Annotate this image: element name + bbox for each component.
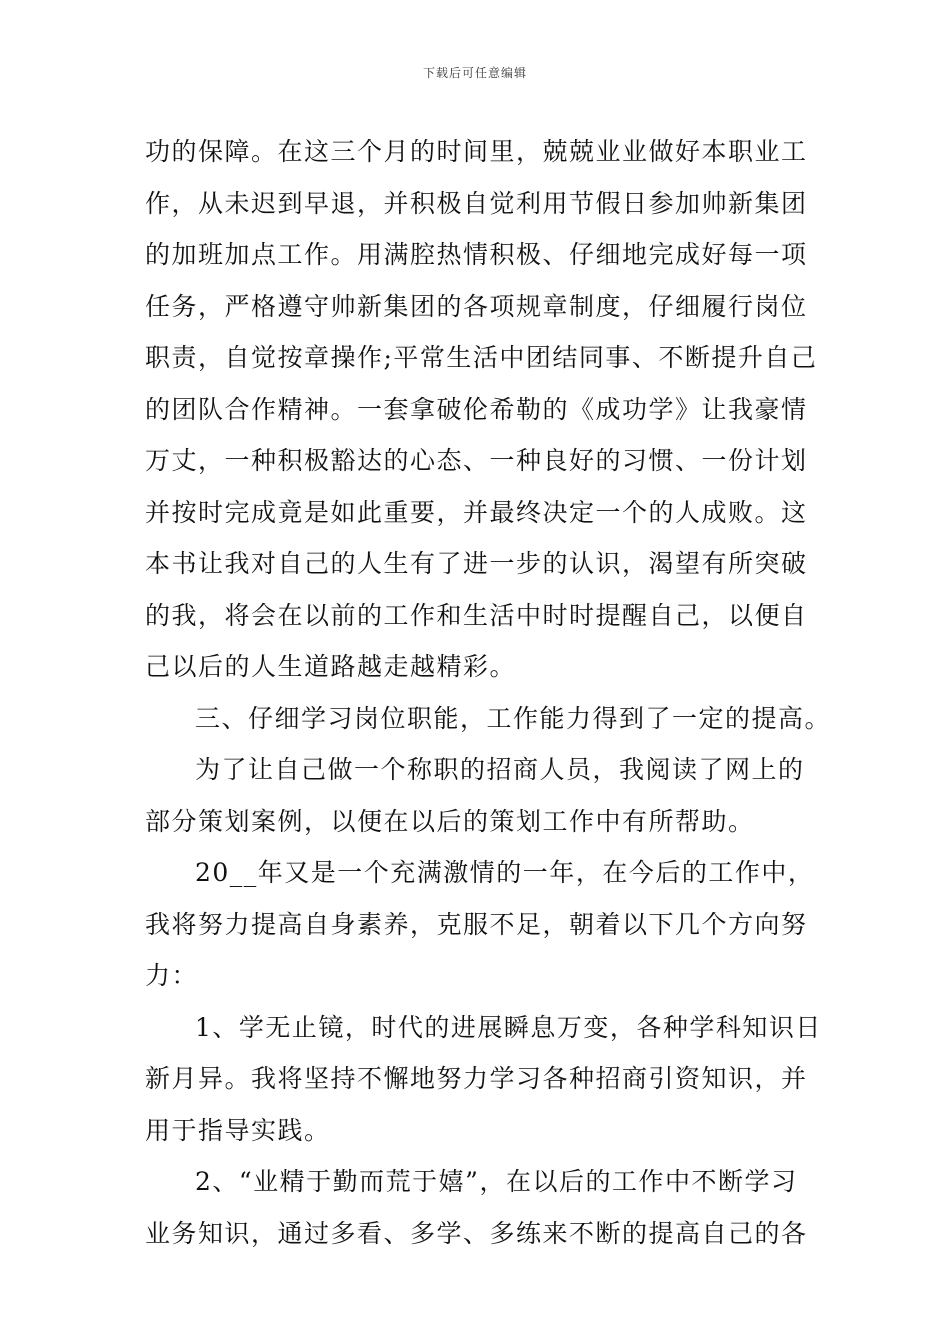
paragraph-start-line: 为了让自己做一个称职的招商人员，我阅读了网上的 xyxy=(195,755,805,784)
text-line: 并按时完成竟是如此重要，并最终决定一个的人成败。这 xyxy=(145,497,808,527)
text-line: 己以后的人生道路越走越精彩。 xyxy=(145,652,517,681)
text-line: 职责，自觉按章操作;平常生活中团结同事、不断提升自己 xyxy=(145,343,818,372)
text-line: 力： xyxy=(145,961,199,990)
page-header-note: 下载后可任意编辑 xyxy=(422,66,527,80)
text-line: 新月异。我将坚持不懈地努力学习各种招商引资知识，并 xyxy=(145,1064,808,1093)
text-line: 作，从未迟到早退，并积极自觉利用节假日参加帅新集团 xyxy=(145,188,808,218)
text-line: 的我，将会在以前的工作和生活中时时提醒自己，以便自 xyxy=(145,600,808,630)
list-item-line: 1、学无止镜，时代的进展瞬息万变，各种学科知识日 xyxy=(195,1012,822,1042)
paragraph-start-line: 20__年又是一个充满激情的一年，在今后的工作中， xyxy=(195,858,815,887)
text-line: 的加班加点工作。用满腔热情积极、仔细地完成好每一项 xyxy=(145,240,808,269)
section-heading-line: 三、仔细学习岗位职能，工作能力得到了一定的提高。 xyxy=(195,703,832,733)
document-body xyxy=(145,126,832,1259)
text-line: 业务知识，通过多看、多学、多练来不断的提高自己的各 xyxy=(145,1218,808,1248)
text-line: 任务，严格遵守帅新集团的各项规章制度，仔细履行岗位 xyxy=(145,291,808,321)
text-line: 部分策划案例，以便在以后的策划工作中有所帮助。 xyxy=(145,806,755,836)
text-line: 本书让我对自己的人生有了进一步的认识，渴望有所突破 xyxy=(145,549,808,578)
list-item-line: 2、“业精于勤而荒于嬉”，在以后的工作中不断学习 xyxy=(195,1167,798,1196)
text-line: 万丈，一种积极豁达的心态、一种良好的习惯、一份计划 xyxy=(145,446,808,475)
text-line: 的团队合作精神。一套拿破伦希勒的《成功学》让我豪情 xyxy=(145,394,808,424)
text-line: 我将努力提高自身素养，克服不足，朝着以下几个方向努 xyxy=(145,909,808,939)
text-line: 功的保障。在这三个月的时间里，兢兢业业做好本职业工 xyxy=(145,137,808,166)
text-line: 用于指导实践。 xyxy=(145,1115,331,1145)
